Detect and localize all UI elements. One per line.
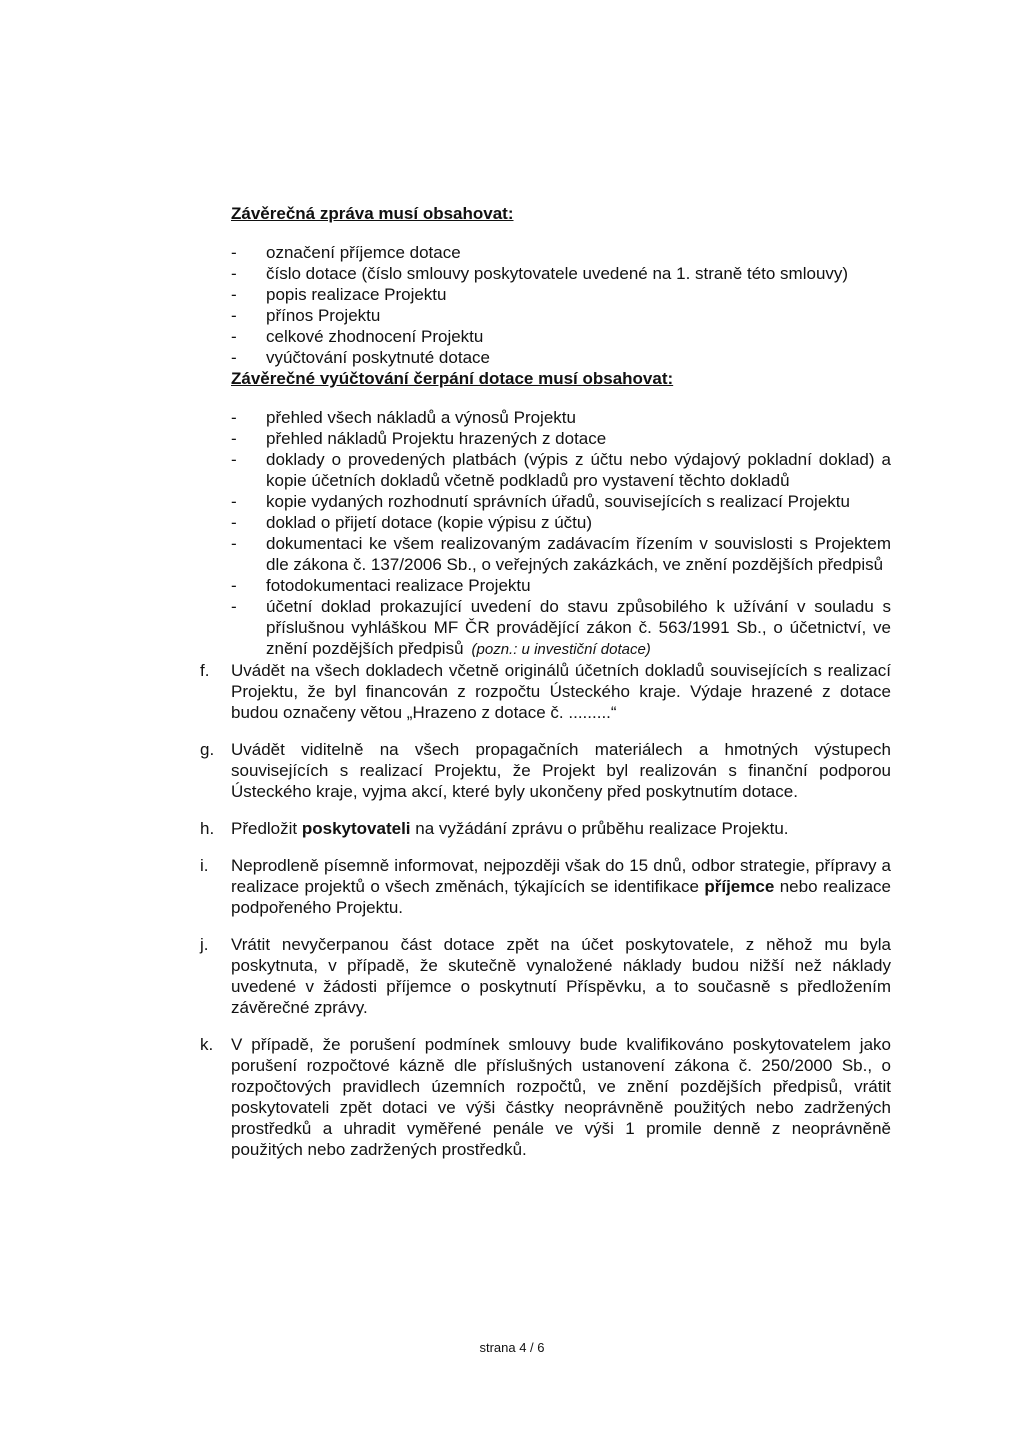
point-text: Uvádět na všech dokladech včetně originálů účetních dokladů souvisejících s realizací Projektu, že byl financován z rozpočtu Ústeckého kraje. Výdaje hrazené z dotace budou označeny větou „Hrazeno z dotace č. .........“ <box>231 661 891 722</box>
point-text-before: Neprodleně písemně informovat, nejpozději však do 15 dnů, odbor strategie, přípravy a realizace projektů o všech změnách, týkajících se identifikace <box>231 856 891 896</box>
list-item: - fotodokumentaci realizace Projektu <box>231 575 891 596</box>
point-text-before: Předložit <box>231 819 302 838</box>
final-accounting-heading: Závěrečné vyúčtování čerpání dotace musí obsahovat: <box>231 369 674 388</box>
point-marker: j. <box>200 935 209 954</box>
point-marker: h. <box>200 819 215 838</box>
investment-note: (pozn.: u investiční dotace) <box>471 641 651 658</box>
list-item: - přínos Projektu <box>231 305 891 326</box>
point-text-after: na vyžádání zprávu o průběhu realizace Projektu. <box>410 819 789 838</box>
list-item: - vyúčtování poskytnuté dotace <box>231 347 891 368</box>
list-item: - dokumentaci ke všem realizovaným zadávacím řízením v souvislosti s Projektem dle zákona č. 137/2006 Sb., o veřejných zakázkách, ve znění pozdějších předpisů <box>231 533 891 575</box>
point-text: Vrátit nevyčerpanou část dotace zpět na účet poskytovatele, z něhož mu byla poskytnuta, v případě, že skutečně vynaložené náklady budou nižší než náklady uvedené v žádosti příjemce o poskytnutí Příspěvku, a to současně s předložením závěrečné zprávy. <box>231 935 891 1017</box>
list-item: - přehled všech nákladů a výnosů Projektu <box>231 407 891 428</box>
obligation-points <box>200 660 891 1160</box>
list-item-text: účetní doklad prokazující uvedení do stavu způsobilého k užívání v souladu s příslušnou vyhláškou MF ČR provádějící zákon č. 563/1991 Sb., o účetnictví, ve znění pozdějších předpisů <box>266 597 891 658</box>
point-i <box>200 855 891 918</box>
list-item: - označení příjemce dotace <box>231 242 891 263</box>
list-item: - doklad o přijetí dotace (kopie výpisu z účtu) <box>231 512 891 533</box>
point-marker: i. <box>200 856 209 875</box>
point-f <box>200 660 891 723</box>
final-accounting-list <box>231 407 891 660</box>
point-j <box>200 934 891 1018</box>
list-item: - celkové zhodnocení Projektu <box>231 326 891 347</box>
list-item: - přehled nákladů Projektu hrazených z dotace <box>231 428 891 449</box>
point-marker: f. <box>200 661 210 680</box>
list-item: - kopie vydaných rozhodnutí správních úřadů, souvisejících s realizací Projektu <box>231 491 891 512</box>
page-number: strana 4 / 6 <box>479 1340 545 1355</box>
point-text-bold: příjemce <box>704 877 775 896</box>
list-item: - doklady o provedených platbách (výpis z účtu nebo výdajový pokladní doklad) a kopie účetních dokladů včetně podkladů pro vystavení těchto dokladů <box>231 449 891 491</box>
document-body <box>200 203 891 1176</box>
point-g <box>200 739 891 802</box>
point-h <box>200 818 891 839</box>
point-text-bold: poskytovateli <box>301 819 411 838</box>
final-report-list <box>231 242 891 368</box>
point-marker: k. <box>200 1035 214 1054</box>
point-text-after: nebo realizace podpořeného Projektu. <box>231 877 891 917</box>
list-item: - číslo dotace (číslo smlouvy poskytovatele uvedené na 1. straně této smlouvy) <box>231 263 891 284</box>
final-report-heading: Závěrečná zpráva musí obsahovat: <box>231 204 514 223</box>
list-item-with-note <box>231 596 891 660</box>
point-text: V případě, že porušení podmínek smlouvy bude kvalifikováno poskytovatelem jako porušení rozpočtové kázně dle příslušných ustanovení zákona č. 250/2000 Sb., o rozpočtových pravidlech územních rozpočtů, ve znění pozdějších předpisů, vrátit poskytovateli zpět dotaci ve výši částky neoprávněně použitých nebo zadržených prostředků a uhradit vyměřené penále ve výši 1 promile denně z neoprávněně použitých nebo zadržených prostředků. <box>231 1035 891 1159</box>
list-item: - popis realizace Projektu <box>231 284 891 305</box>
point-k <box>200 1034 891 1160</box>
point-marker: g. <box>200 740 215 759</box>
point-text: Uvádět viditelně na všech propagačních materiálech a hmotných výstupech souvisejících s realizací Projektu, že Projekt byl realizován s finanční podporou Ústeckého kraje, vyjma akcí, které byly ukončeny před poskytnutím dotace. <box>231 740 891 801</box>
